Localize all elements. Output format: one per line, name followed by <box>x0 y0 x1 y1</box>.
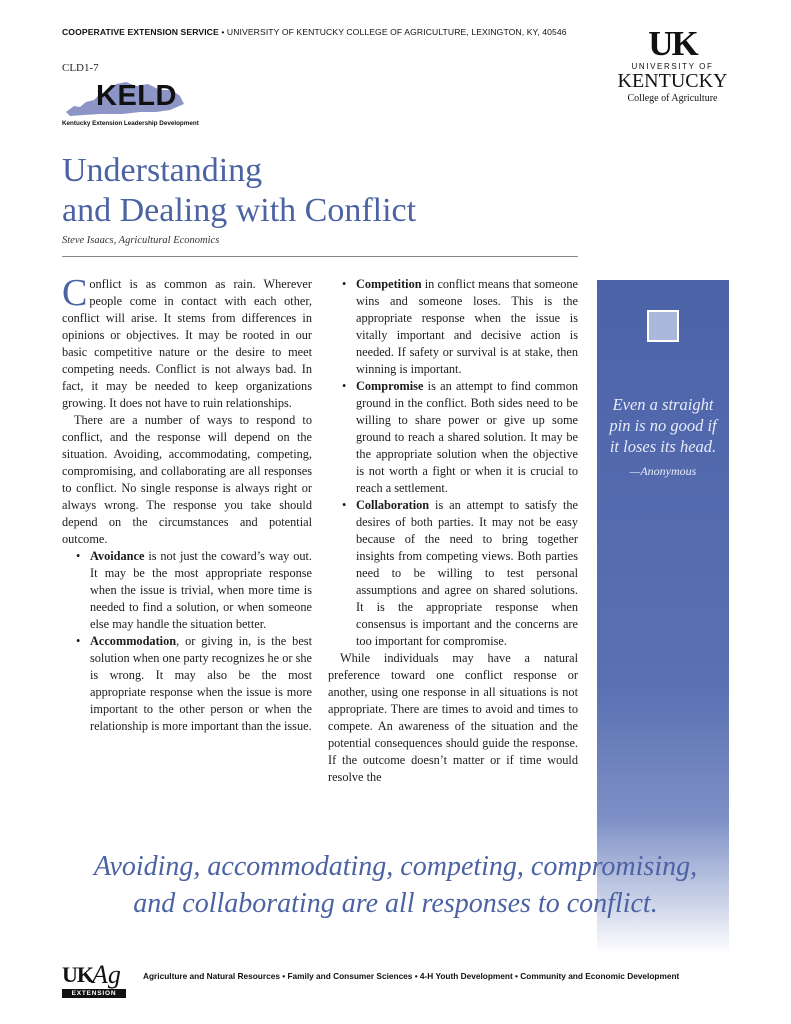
list-item <box>328 497 578 650</box>
bullet-text: is an attempt to satisfy the desires of both parties. It may not be easy because of the need to bring together insights from competing views. Both parties need to be willing to test personal assumptions and agree on shared solutions. It is the appropriate response when consensus is important and the concerns are too important for compromise. <box>356 498 578 648</box>
bullet-term: Compromise <box>356 379 424 393</box>
uk-kentucky-label: KENTUCKY <box>617 70 728 92</box>
sidebar-quote: Even a straight pin is no good if it loses its head. <box>609 395 717 456</box>
bullet-term: Competition <box>356 277 422 291</box>
bullet-term: Collaboration <box>356 498 430 512</box>
closing-paragraph: While individuals may have a natural preference toward one conflict response or another, using one response in all situations is not appropriate. There are times to avoid and times to compete. An awareness of the situation and the potential consequences should guide the response. If the outcome doesn’t matter or if time would resolve the <box>328 651 578 784</box>
text-column-1 <box>62 272 312 735</box>
footer-logo-ag: Ag <box>92 960 121 989</box>
keld-wordmark: KELD <box>96 80 177 112</box>
drop-cap: C <box>62 272 88 314</box>
responses-paragraph: There are a number of ways to respond to conflict, and the response will depend on the situation. Avoiding, accommodating, competing, compromising, and collaborating are all responses to conflict. No single response is always right or always wrong. The response you take should depend on the circumstances and potential outcome. <box>62 413 312 546</box>
title-divider <box>62 256 578 257</box>
square-icon <box>647 310 679 342</box>
bullet-text: is not just the coward’s way out. It may be the most appropriate response when the issue is trivial, when more time is needed to find a solution, or when someone else may handle the situation better. <box>90 549 312 631</box>
intro-paragraph <box>62 272 312 412</box>
pull-quote <box>40 848 751 922</box>
title-line-2: and Dealing with Conflict <box>62 192 417 229</box>
document-id: CLD1-7 <box>62 62 99 74</box>
keld-logo <box>60 76 200 132</box>
bullet-term: Accommodation <box>90 634 177 648</box>
uk-mark: UK <box>648 24 697 63</box>
uk-college-label: College of Agriculture <box>627 93 718 104</box>
footer-logo-uk: UK <box>62 962 93 987</box>
author-byline: Steve Isaacs, Agricultural Economics <box>62 235 220 246</box>
intro-text: onflict is as common as rain. Wherever people come in contact with each other, conflict will arise. It stems from differences in opinions or objectives. It may be rooted in our basic competitive nature or the desire to meet competing needs. Conflict is not always bad. In fact, it may be needed to keep organizations growing. It does not have to ruin relationships. <box>62 277 312 410</box>
university-address: • UNIVERSITY OF KENTUCKY COLLEGE OF AGRICULTURE, LEXINGTON, KY, 40546 <box>218 27 567 37</box>
ukag-extension-logo <box>62 962 132 998</box>
response-list-1 <box>62 548 312 735</box>
sidebar-attribution: —Anonymous <box>629 464 697 478</box>
pull-quote-line-2: and collaborating are all responses to conflict. <box>133 888 658 919</box>
bullet-text: is an attempt to find common ground in the conflict. Both sides need to be willing to share power or give up some ground to reach a shared solution. It may be the appropriate solution when the objective is not worth a fight or when it is crucial to reach a settlement. <box>356 379 578 495</box>
list-item <box>328 276 578 378</box>
list-item <box>62 633 312 735</box>
footer-logo-extension: EXTENSION <box>62 989 126 998</box>
title-line-1: Understanding <box>62 152 263 189</box>
bullet-term: Avoidance <box>90 549 145 563</box>
footer-programs: Agriculture and Natural Resources • Family and Consumer Sciences • 4-H Youth Development • Community and Economic Development <box>143 971 680 981</box>
bullet-text: , or giving in, is the best solution when one party recognizes he or she is wrong. It may also be the most appropriate response when the issue is more important to the other person or when the relationship is more important than the issue. <box>90 634 312 733</box>
uk-university-label: UNIVERSITY OF <box>631 62 714 71</box>
extension-service-label: COOPERATIVE EXTENSION SERVICE <box>62 27 219 37</box>
text-column-2 <box>328 276 578 786</box>
page-title <box>62 151 416 231</box>
response-list-2 <box>328 276 578 650</box>
header-bar <box>62 27 567 37</box>
keld-subtitle: Kentucky Extension Leadership Development <box>62 120 199 127</box>
uk-college-logo <box>610 24 735 104</box>
list-item <box>328 378 578 497</box>
bullet-text: in conflict means that someone wins and someone loses. This is the appropriate response when the issue is vitally important and decisive action is needed. If safety or survival is at stake, then winning is important. <box>356 277 578 376</box>
list-item <box>62 548 312 633</box>
pull-quote-line-1: Avoiding, accommodating, competing, compromising, <box>93 851 698 882</box>
